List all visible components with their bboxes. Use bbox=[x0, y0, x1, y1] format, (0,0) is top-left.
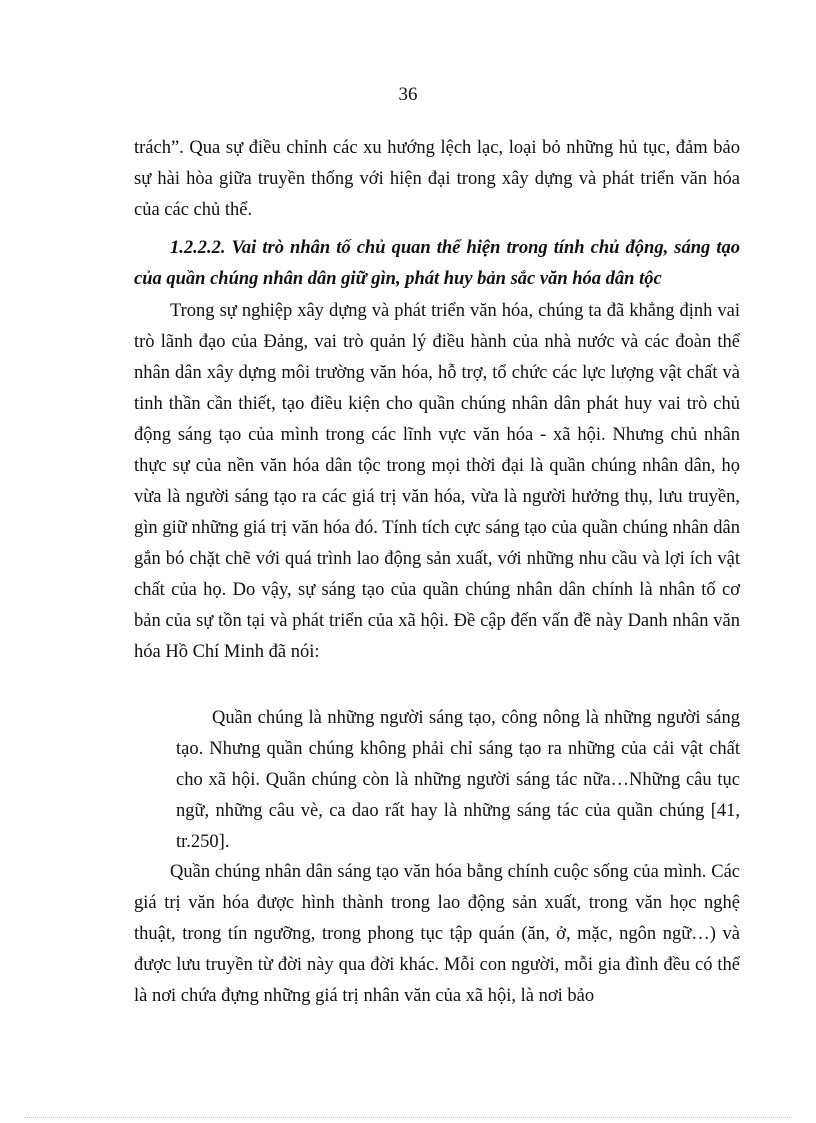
section-heading: 1.2.2.2. Vai trò nhân tố chủ quan thể hiện trong tính chủ động, sáng tạo của quần chúng nhân dân giữ gìn, phát huy bản sắc văn hóa dân tộc bbox=[134, 238, 740, 289]
page-bottom-divider bbox=[24, 1117, 792, 1118]
page-number: 36 bbox=[398, 84, 418, 105]
paragraph-body-2: Quần chúng nhân dân sáng tạo văn hóa bằng chính cuộc sống của mình. Các giá trị văn hóa được hình thành trong lao động sản xuất, trong văn học nghệ thuật, trong tín ngưỡng, trong phong tục tập quán (ăn, ở, mặc, ngôn ngữ…) và được lưu truyền từ đời này qua đời khác. Mỗi con người, mỗi gia đình đều có thể là nơi chứa đựng những giá trị nhân văn của xã hội, là nơi bảo bbox=[134, 862, 740, 1006]
paragraph-continuation: trách”. Qua sự điều chỉnh các xu hướng lệch lạc, loại bỏ những hủ tục, đảm bảo sự hài hòa giữa truyền thống với hiện đại trong xây dựng và phát triển văn hóa của các chủ thể. bbox=[134, 138, 740, 220]
paragraph-body: Trong sự nghiệp xây dựng và phát triển văn hóa, chúng ta đã khẳng định vai trò lãnh đạo của Đảng, vai trò quản lý điều hành của nhà nước và các đoàn thể nhân dân xây dựng môi trường văn hóa, hỗ trợ, tổ chức các lực lượng vật chất và tinh thần cần thiết, tạo điều kiện cho quần chúng nhân dân phát huy vai trò chủ động sáng tạo của mình trong các lĩnh vực văn hóa - xã hội. Nhưng chủ nhân thực sự của nền văn hóa dân tộc trong mọi thời đại là quần chúng nhân dân, họ vừa là người sáng tạo ra các giá trị văn hóa, vừa là người hưởng thụ, lưu truyền, gìn giữ những giá trị văn hóa đó. Tính tích cực sáng tạo của quần chúng nhân dân gắn bó chặt chẽ với quá trình lao động sản xuất, với những nhu cầu và lợi ích vật chất của họ. Do vậy, sự sáng tạo của quần chúng nhân dân chính là nhân tố cơ bản của sự tồn tại và phát triển của xã hội. Đề cập đến vấn đề này Danh nhân văn hóa Hồ Chí Minh đã nói: bbox=[134, 301, 740, 662]
block-quote: Quần chúng là những người sáng tạo, công nông là những người sáng tạo. Nhưng quần chúng không phải chỉ sáng tạo ra những của cải vật chất cho xã hội. Quần chúng còn là những người sáng tác nữa…Những câu tục ngữ, những câu vè, ca dao rất hay là những sáng tác của quần chúng [41, tr.250]. bbox=[176, 708, 740, 852]
